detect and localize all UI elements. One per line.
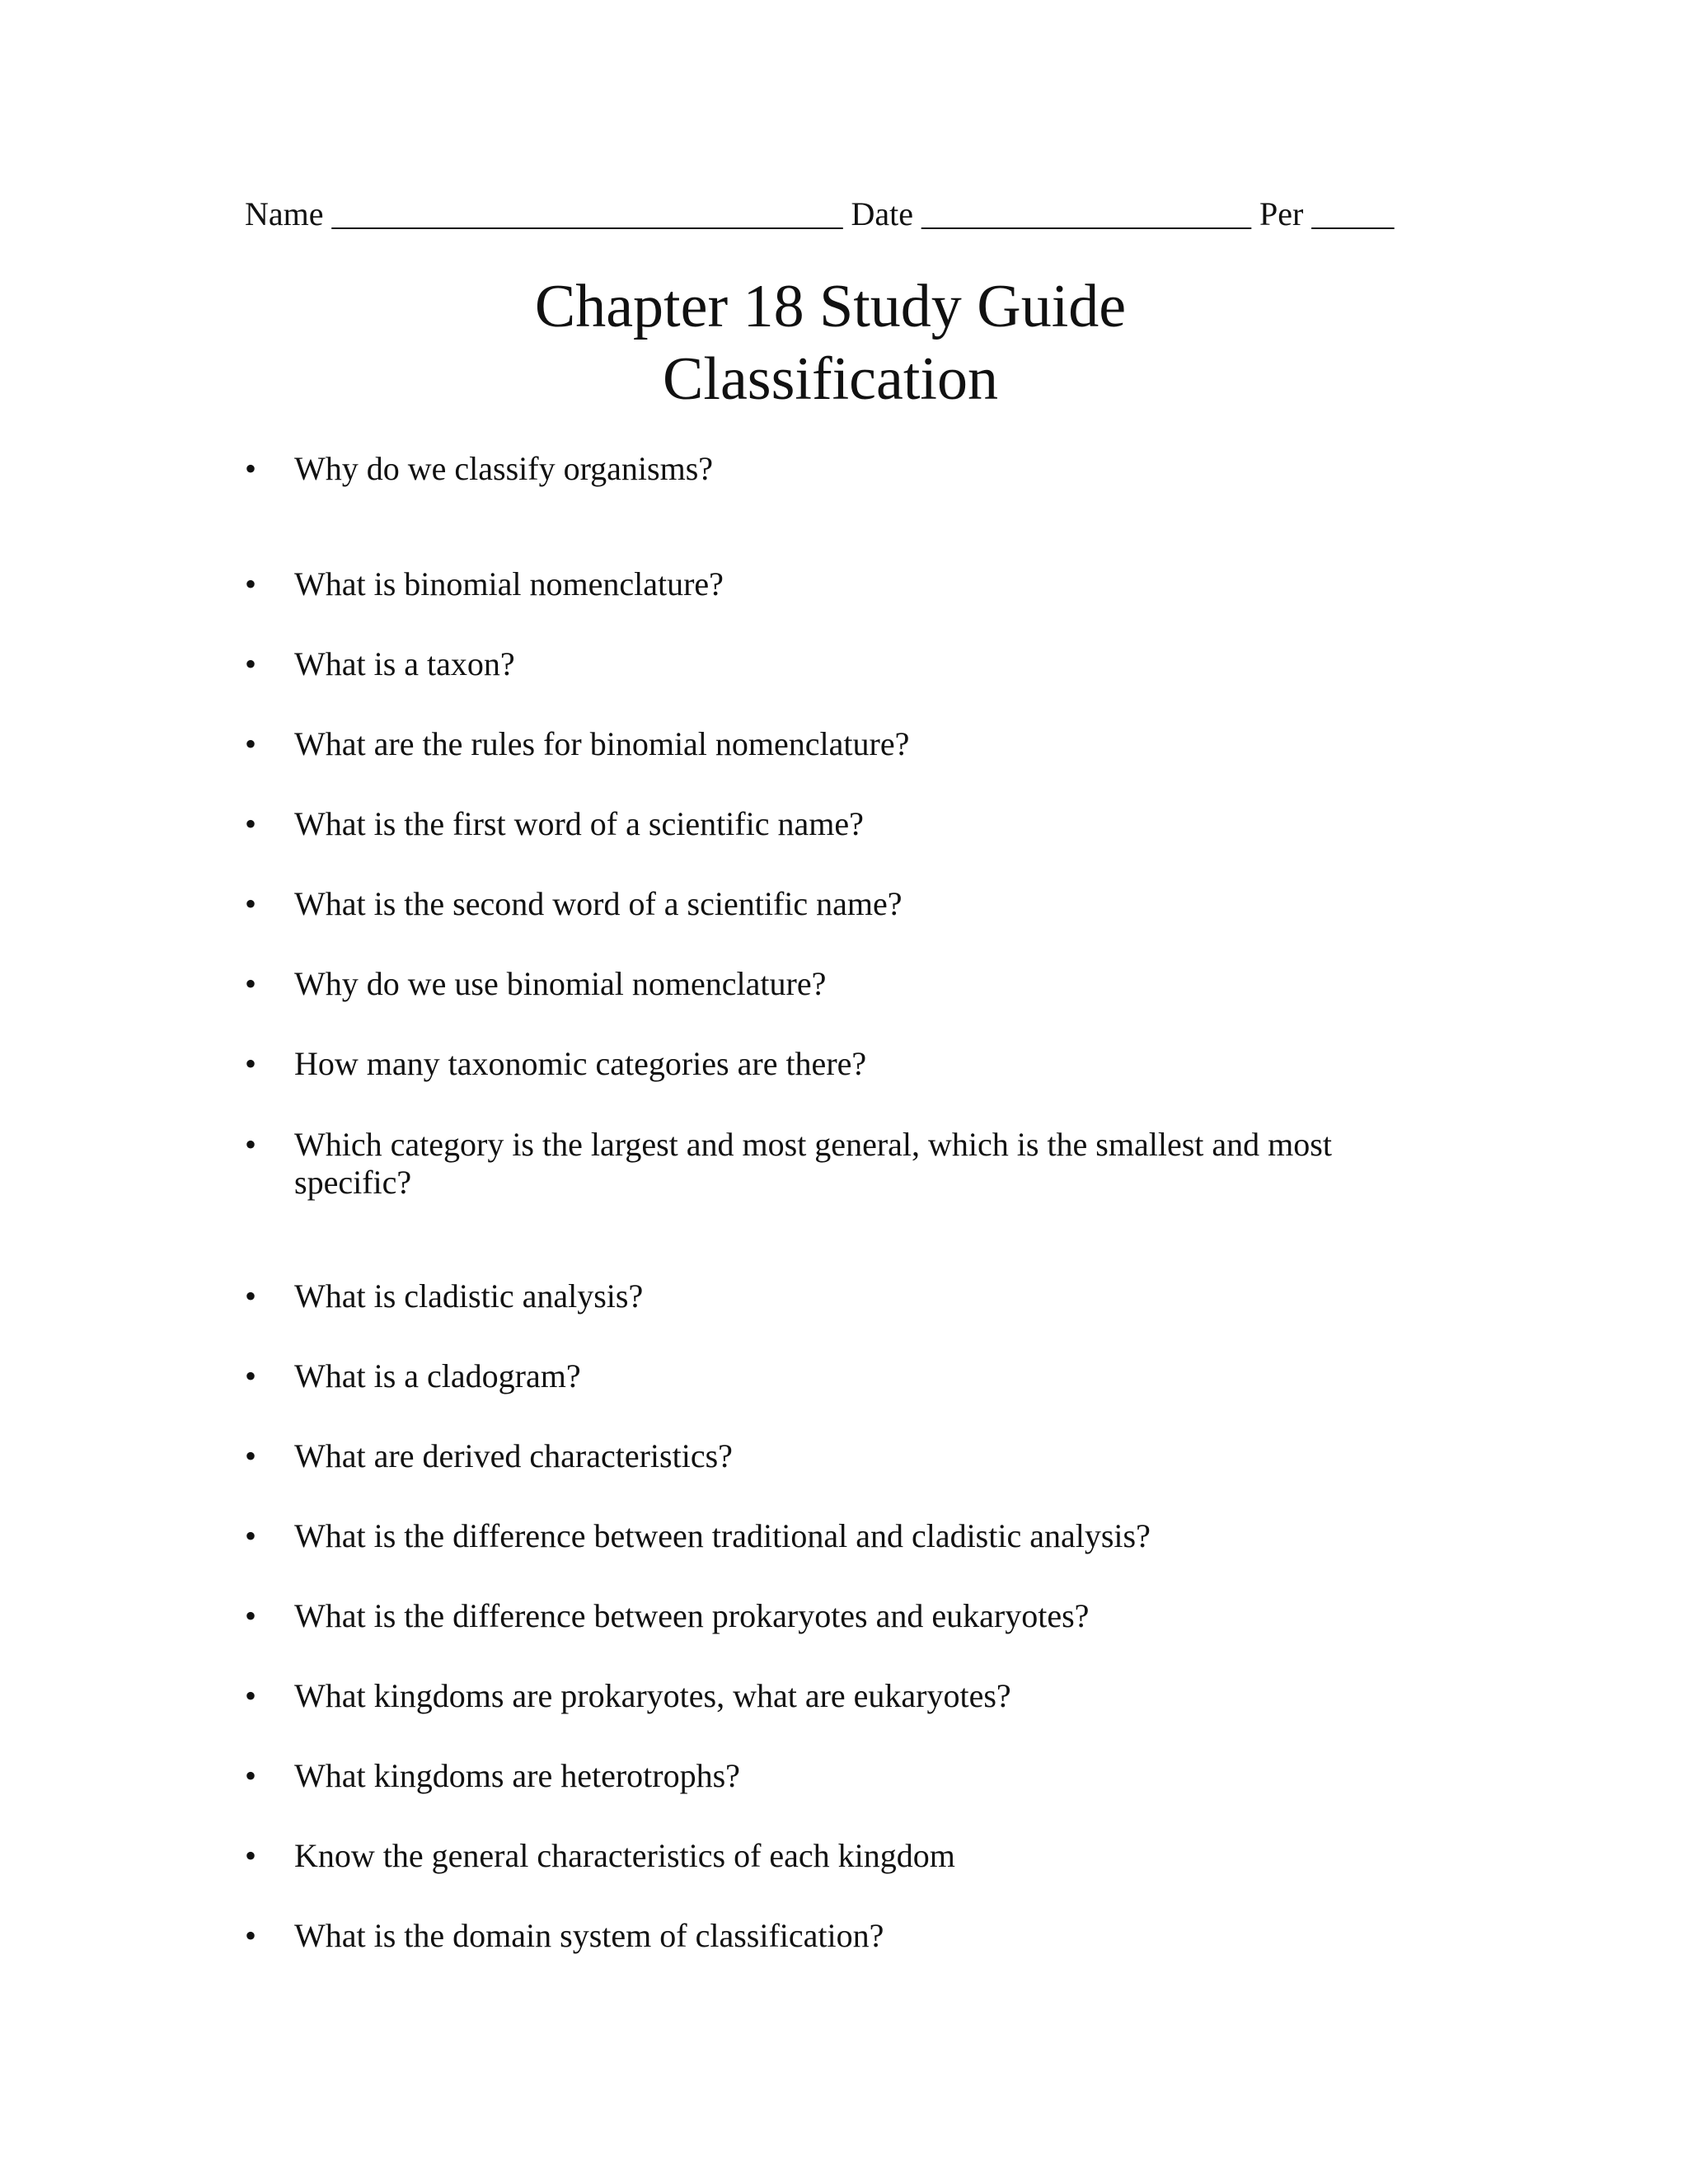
page-title [0,270,1661,415]
bullet-icon: • [245,1757,257,1794]
question-text: What is the difference between prokaryotes and eukaryotes? [294,1597,1090,1634]
question-text: What is binomial nomenclature? [294,565,724,602]
question-text: Why do we classify organisms? [294,450,714,487]
bullet-icon: • [245,1045,257,1082]
question-text: What is the domain system of classification? [294,1917,884,1954]
question-text: What is a taxon? [294,645,515,682]
bullet-icon: • [245,885,257,922]
question-text: How many taxonomic categories are there? [294,1045,867,1082]
bullet-icon: • [245,805,257,842]
question-text: What is the difference between traditional and cladistic analysis? [294,1517,1151,1554]
bullet-icon: • [245,1597,257,1634]
bullet-icon: • [245,1357,257,1394]
bullet-icon: • [245,1437,257,1474]
bullet-icon: • [245,1126,257,1163]
bullet-icon: • [245,725,257,762]
bullet-icon: • [245,1837,257,1874]
bullet-icon: • [245,965,257,1002]
bullet-icon: • [245,1277,257,1315]
question-text: What are derived characteristics? [294,1437,733,1474]
question-text: What is the second word of a scientific name? [294,885,903,922]
title-line-topic: Classification [663,345,998,413]
question-text: What are the rules for binomial nomenclature? [294,725,910,762]
name-date-period-line: Name _______________________________ Date ____________________ Per _____ [245,195,1395,232]
question-text: What is cladistic analysis? [294,1277,644,1315]
bullet-icon: • [245,1677,257,1714]
bullet-icon: • [245,645,257,682]
title-line-chapter: Chapter 18 Study Guide [534,273,1127,340]
question-text: What is a cladogram? [294,1357,581,1394]
question-text: Know the general characteristics of each kingdom [294,1837,955,1874]
bullet-icon: • [245,450,257,487]
question-text: What kingdoms are heterotrophs? [294,1757,740,1794]
bullet-icon: • [245,1917,257,1954]
question-text: Why do we use binomial nomenclature? [294,965,827,1002]
question-text: Which category is the largest and most general, which is the smallest and most specific? [294,1126,1332,1201]
bullet-icon: • [245,1517,257,1554]
question-text: What kingdoms are prokaryotes, what are eukaryotes? [294,1677,1011,1714]
question-text: What is the first word of a scientific name? [294,805,864,842]
bullet-icon: • [245,565,257,602]
